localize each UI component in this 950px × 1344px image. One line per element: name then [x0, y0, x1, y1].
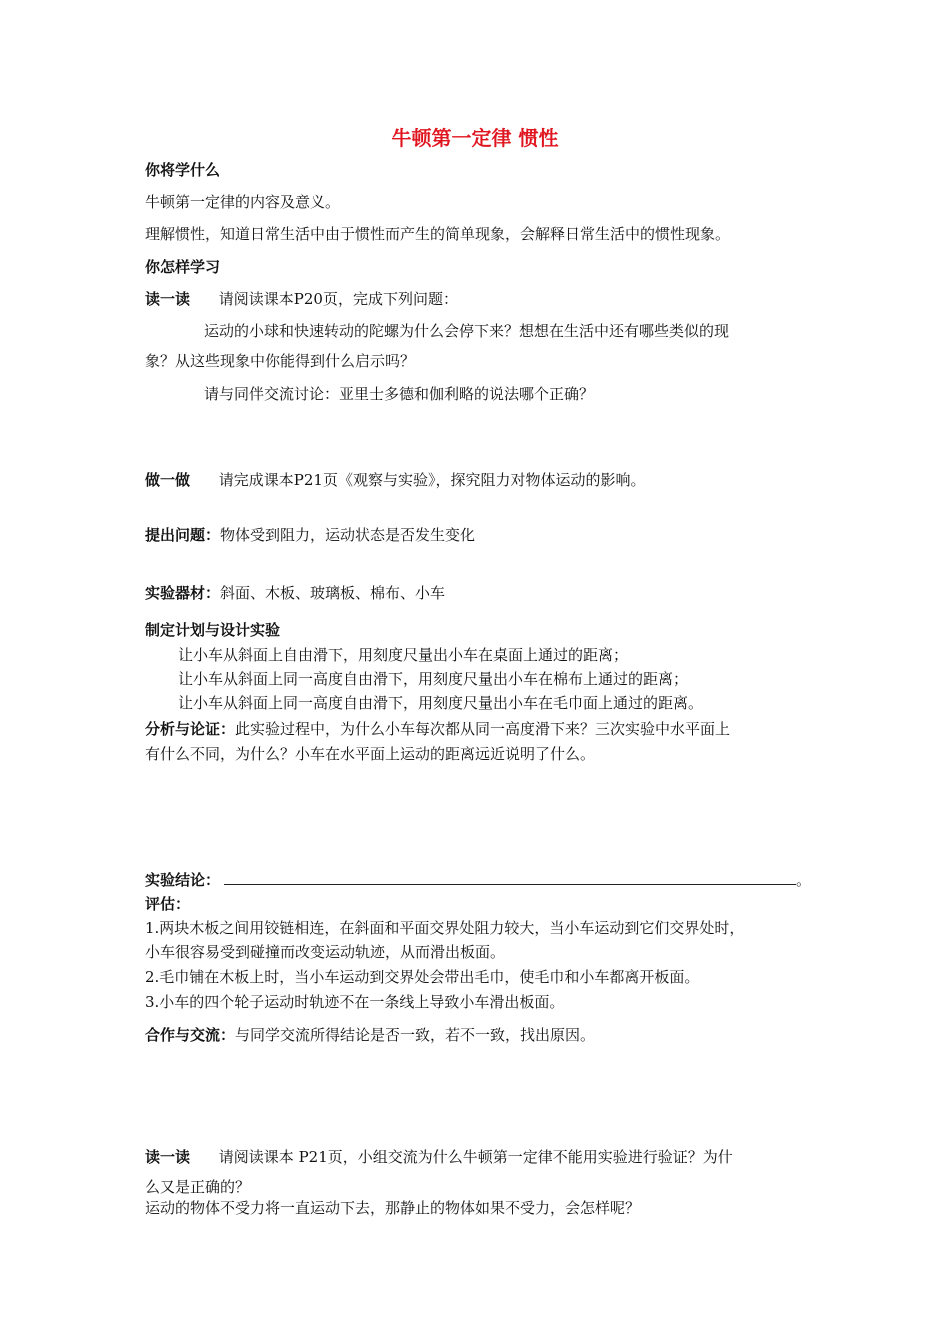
conclusion-row [145, 870, 811, 890]
page-title: 牛顿第一定律 惯性 [391, 126, 559, 150]
read1-row [145, 289, 458, 309]
read2-line2: 么又是正确的？ [145, 1178, 251, 1196]
read1-question-line2: 象？从这些现象中你能得到什么启示吗？ [145, 352, 416, 370]
learn-heading: 你将学什么 [145, 161, 221, 179]
read1-question-line1: 运动的小球和快速转动的陀螺为什么会停下来？想想在生活中还有哪些类似的现 [204, 322, 730, 340]
read2-line1: 请阅读课本 P21页，小组交流为什么牛顿第一定律不能用实验进行验证？为什 [218, 1148, 733, 1166]
learn-item: 理解惯性，知道日常生活中由于惯性而产生的简单现象，会解释日常生活中的惯性现象。 [145, 225, 731, 243]
read1-label: 读一读 [145, 290, 191, 308]
cooperate-row [145, 1025, 595, 1045]
read1-question2: 请与同伴交流讨论：亚里士多德和伽利略的说法哪个正确？ [204, 385, 595, 403]
conclusion-label: 实验结论： [145, 871, 221, 889]
read2-label: 读一读 [145, 1148, 191, 1166]
plan-step: 让小车从斜面上同一高度自由滑下，用刻度尺量出小车在棉布上通过的距离； [178, 670, 689, 688]
read2-line3: 运动的物体不受力将一直运动下去，那静止的物体如果不受力，会怎样呢？ [145, 1199, 641, 1217]
evaluation-item: 2.毛巾铺在木板上时，当小车运动到交界处会带出毛巾，使毛巾和小车都离开板面。 [145, 968, 700, 986]
materials-text: 斜面、木板、玻璃板、棉布、小车 [220, 584, 446, 602]
read2-row [145, 1147, 733, 1167]
cooperate-text: 与同学交流所得结论是否一致，若不一致，找出原因。 [235, 1026, 596, 1044]
howto-heading: 你怎样学习 [145, 258, 221, 276]
question-text: 物体受到阻力，运动状态是否发生变化 [220, 526, 476, 544]
analysis-line1: 此实验过程中，为什么小车每次都从同一高度滑下来？三次实验中水平面上 [235, 720, 731, 738]
plan-step: 让小车从斜面上自由滑下，用刻度尺量出小车在桌面上通过的距离； [178, 646, 629, 664]
do1-text: 请完成课本P21页《观察与实验》，探究阻力对物体运动的影响。 [218, 471, 646, 489]
evaluation-item: 小车很容易受到碰撞而改变运动轨迹，从而滑出板面。 [145, 943, 506, 961]
do1-label: 做一做 [145, 471, 191, 489]
question-label: 提出问题： [145, 526, 221, 544]
evaluation-heading: 评估： [145, 895, 191, 913]
question-row [145, 525, 475, 545]
evaluation-item: 1.两块木板之间用铰链相连，在斜面和平面交界处阻力较大，当小车运动到它们交界处时， [145, 919, 745, 937]
analysis-line2: 有什么不同，为什么？小车在水平面上运动的距离远近说明了什么。 [145, 745, 596, 763]
plan-heading: 制定计划与设计实验 [145, 621, 281, 639]
learn-item: 牛顿第一定律的内容及意义。 [145, 193, 341, 211]
analysis-row [145, 719, 730, 739]
materials-row [145, 583, 445, 603]
conclusion-blank-line[interactable] [224, 870, 796, 885]
cooperate-label: 合作与交流： [145, 1026, 236, 1044]
conclusion-end: 。 [796, 871, 812, 889]
evaluation-item: 3.小车的四个轮子运动时轨迹不在一条线上导致小车滑出板面。 [145, 993, 565, 1011]
plan-step: 让小车从斜面上同一高度自由滑下，用刻度尺量出小车在毛巾面上通过的距离。 [178, 694, 704, 712]
read1-text: 请阅读课本P20页，完成下列问题： [218, 290, 458, 308]
do1-row [145, 470, 645, 490]
materials-label: 实验器材： [145, 584, 221, 602]
analysis-label: 分析与论证： [145, 720, 236, 738]
